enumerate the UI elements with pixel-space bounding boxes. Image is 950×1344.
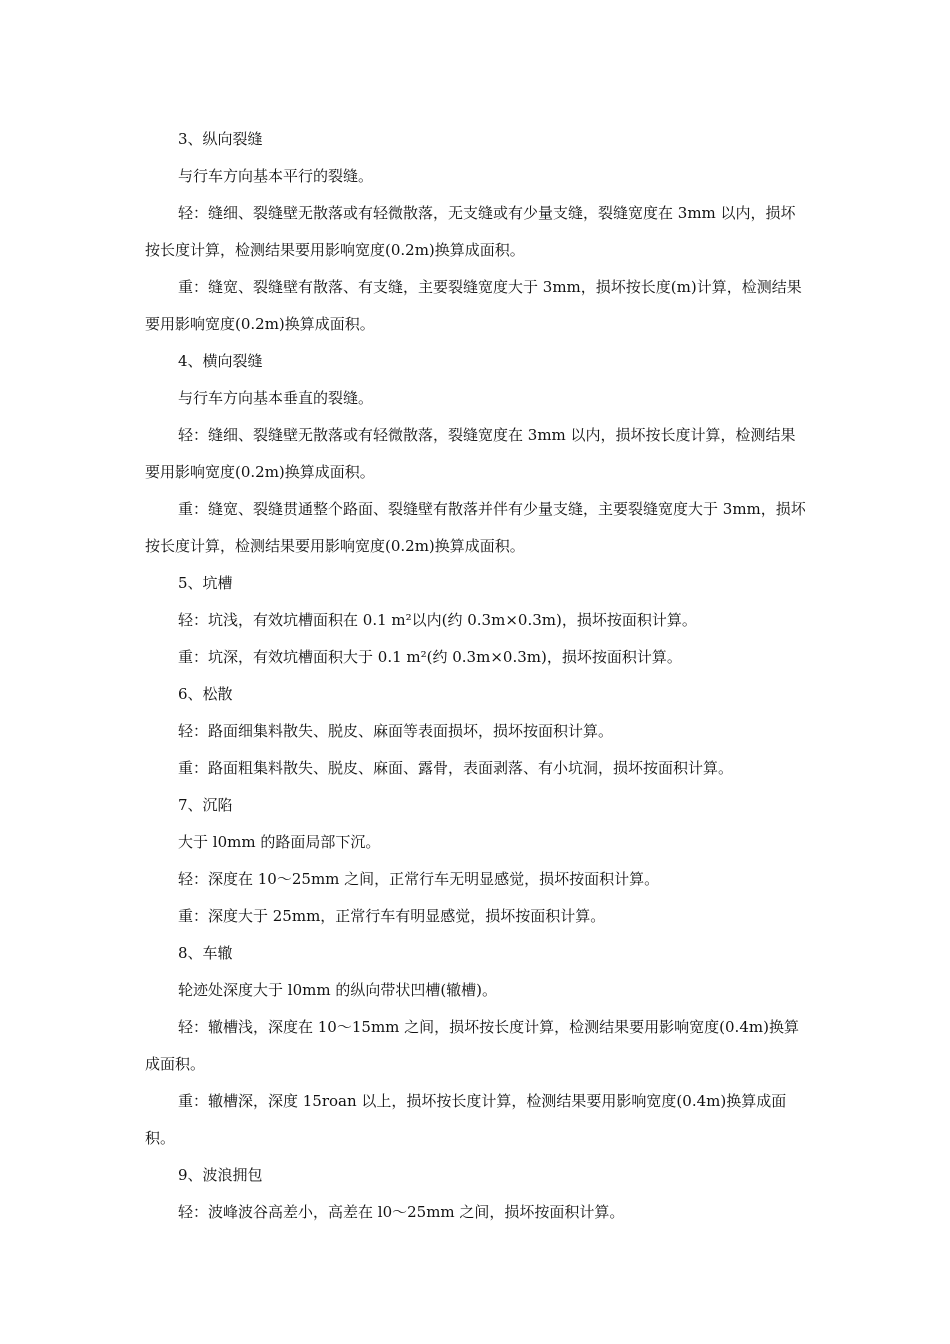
paragraph-light: 轻：波峰波谷高差小，高差在 l0～25mm 之间，损坏按面积计算。	[178, 1203, 625, 1221]
paragraph-light: 轻：缝细、裂缝壁无散落或有轻微散落，无支缝或有少量支缝，裂缝宽度在 3mm 以内，损坏按长度计算，检测结果要用影响宽度(0.2m)换算成面积。	[145, 204, 796, 259]
paragraph-heavy: 重：缝宽、裂缝贯通整个路面、裂缝壁有散落并伴有少量支缝，主要裂缝宽度大于 3mm，损坏按长度计算，检测结果要用影响宽度(0.2m)换算成面积。	[145, 500, 806, 555]
paragraph-heavy: 重：路面粗集料散失、脱皮、麻面、露骨，表面剥落、有小坑洞，损坏按面积计算。	[178, 759, 734, 777]
heading-longitudinal-crack: 3、纵向裂缝	[178, 130, 263, 148]
paragraph-definition: 轮迹处深度大于 l0mm 的纵向带状凹槽(辙槽)。	[178, 981, 498, 999]
paragraph-heavy: 重：坑深，有效坑槽面积大于 0.1 m²(约 0.3m×0.3m)，损坏按面积计算。	[178, 648, 682, 666]
paragraph-heavy: 重：辙槽深，深度 15roan 以上，损坏按长度计算，检测结果要用影响宽度(0.4m)换算成面积。	[145, 1092, 787, 1147]
paragraph-heavy: 重：缝宽、裂缝壁有散落、有支缝，主要裂缝宽度大于 3mm，损坏按长度(m)计算，检测结果要用影响宽度(0.2m)换算成面积。	[145, 278, 802, 333]
paragraph-heavy: 重：深度大于 25mm，正常行车有明显感觉，损坏按面积计算。	[178, 907, 606, 925]
heading-depression: 7、沉陷	[178, 796, 233, 814]
paragraph-light: 轻：辙槽浅，深度在 10～15mm 之间，损坏按长度计算，检测结果要用影响宽度(0.4m)换算成面积。	[145, 1018, 799, 1073]
paragraph-definition: 大于 l0mm 的路面局部下沉。	[178, 833, 381, 851]
heading-pothole: 5、坑槽	[178, 574, 233, 592]
heading-transverse-crack: 4、横向裂缝	[178, 352, 263, 370]
heading-raveling: 6、松散	[178, 685, 233, 703]
document-body	[145, 121, 810, 1231]
paragraph-definition: 与行车方向基本平行的裂缝。	[178, 167, 374, 185]
paragraph-light: 轻：坑浅，有效坑槽面积在 0.1 m²以内(约 0.3m×0.3m)，损坏按面积计算。	[178, 611, 697, 629]
heading-rutting: 8、车辙	[178, 944, 233, 962]
paragraph-light: 轻：路面细集料散失、脱皮、麻面等表面损坏，损坏按面积计算。	[178, 722, 614, 740]
paragraph-light: 轻：缝细、裂缝壁无散落或有轻微散落，裂缝宽度在 3mm 以内，损坏按长度计算，检测结果要用影响宽度(0.2m)换算成面积。	[145, 426, 796, 481]
paragraph-light: 轻：深度在 10～25mm 之间，正常行车无明显感觉，损坏按面积计算。	[178, 870, 660, 888]
heading-corrugation-shoving: 9、波浪拥包	[178, 1166, 263, 1184]
paragraph-definition: 与行车方向基本垂直的裂缝。	[178, 389, 374, 407]
